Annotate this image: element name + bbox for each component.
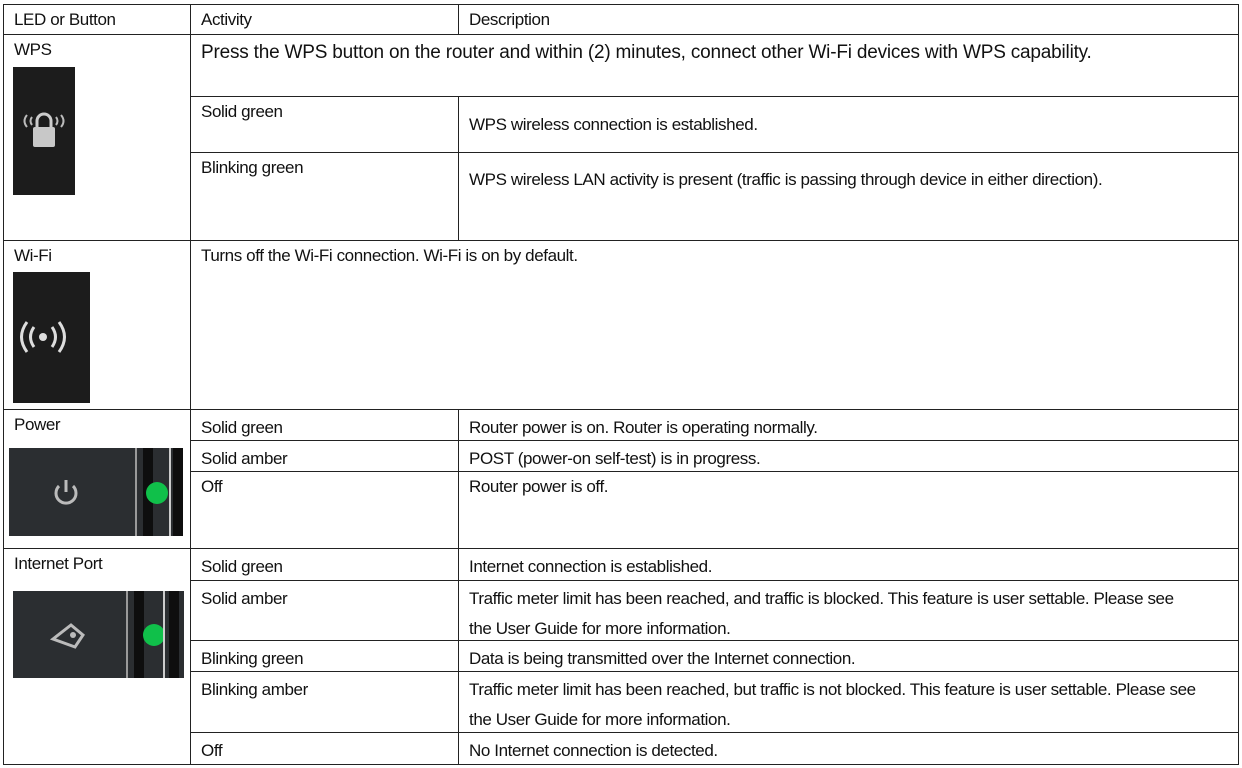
internet-activity-0: Solid green: [190, 548, 459, 581]
wps-lock-icon: [13, 67, 75, 195]
power-activity-2: Off: [190, 471, 459, 549]
power-icon: [9, 448, 139, 536]
wps-activity-1: Blinking green: [190, 152, 459, 241]
header-led: LED or Button: [3, 4, 191, 35]
power-activity-1: Solid amber: [190, 440, 459, 472]
wps-activity-0: Solid green: [190, 96, 459, 153]
wps-button-image: [13, 67, 75, 195]
power-label: Power: [14, 415, 61, 434]
power-description-0: Router power is on. Router is operating normally.: [458, 409, 1239, 441]
internet-globe-icon: [13, 591, 143, 678]
header-activity: Activity: [190, 4, 459, 35]
internet-description-2: Data is being transmitted over the Internet connection.: [458, 640, 1239, 672]
power-activity-0: Solid green: [190, 409, 459, 441]
header-description: Description: [458, 4, 1239, 35]
internet-port-image: [13, 591, 184, 678]
wifi-button-image: [13, 272, 90, 403]
internet-description-1: Traffic meter limit has been reached, and traffic is blocked. This feature is user settable. Please see the User Guide for more information.: [458, 580, 1239, 641]
power-led-indicator: [146, 482, 168, 504]
internet-activity-3: Blinking amber: [190, 671, 459, 733]
wps-intro: Press the WPS button on the router and within (2) minutes, connect other Wi-Fi devices with WPS capability.: [190, 34, 1239, 97]
wps-label: WPS: [14, 40, 52, 59]
power-button-image: [9, 448, 183, 536]
internet-description-4: No Internet connection is detected.: [458, 732, 1239, 765]
internet-description-0: Internet connection is established.: [458, 548, 1239, 581]
internet-activity-2: Blinking green: [190, 640, 459, 672]
wifi-description: Turns off the Wi-Fi connection. Wi-Fi is on by default.: [190, 240, 1239, 410]
power-description-1: POST (power-on self-test) is in progress.: [458, 440, 1239, 472]
wps-description-1: WPS wireless LAN activity is present (traffic is passing through device in either direction).: [458, 152, 1239, 241]
power-description-2: Router power is off.: [458, 471, 1239, 549]
wifi-label: Wi-Fi: [14, 246, 52, 265]
internet-label: Internet Port: [14, 554, 103, 573]
internet-description-3: Traffic meter limit has been reached, but traffic is not blocked. This feature is user settable. Please see the User Guide for more information.: [458, 671, 1239, 733]
internet-activity-4: Off: [190, 732, 459, 765]
internet-activity-1: Solid amber: [190, 580, 459, 641]
wifi-icon: [13, 272, 90, 403]
wps-description-0: WPS wireless connection is established.: [458, 96, 1239, 153]
internet-led-indicator: [143, 624, 165, 646]
